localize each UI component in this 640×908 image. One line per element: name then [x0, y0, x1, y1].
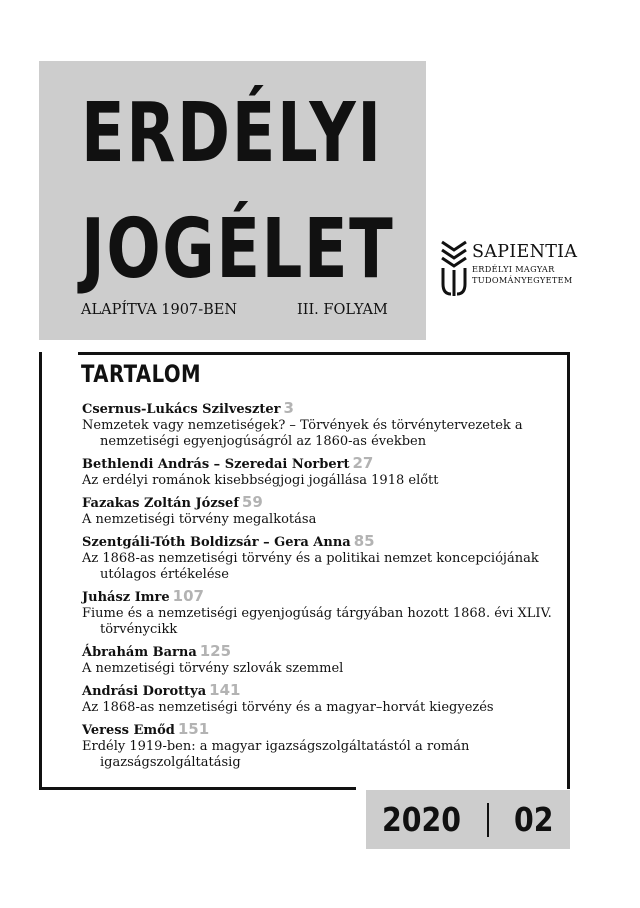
toc-author: Bethlendi András – Szeredai Norbert — [82, 457, 350, 472]
sapientia-logo-icon — [440, 240, 468, 298]
publisher-name: SAPIENTIA — [472, 242, 578, 262]
toc-page-number: 141 — [209, 681, 241, 699]
frame-bottom-rule — [39, 787, 356, 790]
masthead-panel — [39, 61, 426, 340]
toc-page-number: 107 — [172, 587, 204, 605]
toc-entry — [82, 682, 562, 716]
toc-article-title: A nemzetiségi törvény szlovák szemmel — [82, 661, 344, 676]
toc-author: Csernus-Lukács Szilveszter — [82, 402, 281, 417]
publisher-subtitle-line2: TUDOMÁNYEGYETEM — [472, 275, 573, 285]
toc-author: Fazakas Zoltán József — [82, 496, 239, 511]
toc-page-number: 125 — [199, 642, 232, 660]
toc-article-title: Az 1868-as nemzetiségi törvény és a politikai nemzet koncepciójának utólagos értékelése — [82, 551, 539, 582]
toc-page-number: 3 — [283, 399, 294, 417]
toc-entry — [82, 721, 562, 771]
issue-box — [366, 790, 570, 849]
frame-left-rule — [39, 352, 42, 790]
toc-author: Veress Emőd — [82, 723, 175, 738]
toc-article-title: Nemzetek vagy nemzetiségek? – Törvények és törvénytervezetek a nemzetiségi egyenjogúságról az 1860-as években — [82, 418, 523, 449]
toc-entry — [82, 494, 562, 528]
founded-label: ALAPÍTVA 1907-BEN — [81, 302, 238, 318]
frame-top-rule — [78, 352, 570, 355]
issue-number: 02 — [514, 800, 554, 839]
toc-page-number: 151 — [177, 720, 210, 738]
toc-author: Szentgáli-Tóth Boldizsár – Gera Anna — [82, 535, 351, 550]
toc-entry — [82, 643, 562, 677]
toc-article-title: A nemzetiségi törvény megalkotása — [82, 512, 317, 527]
toc-article-title: Fiume és a nemzetiségi egyenjogúság tárgyában hozott 1868. évi XLIV. törvénycikk — [82, 606, 552, 637]
volume-label: III. FOLYAM — [297, 302, 388, 318]
journal-title-line1: ERDÉLYI — [81, 86, 383, 181]
toc-entry — [82, 455, 562, 489]
issue-year: 2020 — [382, 800, 461, 839]
toc-page-number: 85 — [353, 532, 375, 550]
toc-article-title: Az 1868-as nemzetiségi törvény és a magyar–horvát kiegyezés — [82, 700, 494, 715]
toc-author: Andrási Dorottya — [82, 684, 207, 699]
frame-right-rule — [567, 352, 570, 789]
contents-heading: TARTALOM — [81, 360, 201, 388]
toc-author: Ábrahám Barna — [82, 645, 197, 660]
toc-entry — [82, 533, 562, 583]
toc-page-number: 27 — [352, 454, 374, 472]
publisher-subtitle-line1: ERDÉLYI MAGYAR — [472, 264, 555, 274]
journal-title-line2: JOGÉLET — [81, 202, 395, 297]
toc-article-title: Erdély 1919-ben: a magyar igazságszolgáltatástól a román igazságszolgáltatásig — [82, 739, 470, 770]
toc-article-title: Az erdélyi románok kisebbségjogi jogállása 1918 előtt — [82, 473, 439, 488]
toc-entry — [82, 400, 562, 450]
toc-entry — [82, 588, 562, 638]
table-of-contents — [82, 400, 562, 776]
toc-page-number: 59 — [241, 493, 263, 511]
issue-divider — [487, 803, 489, 837]
toc-author: Juhász Imre — [82, 590, 170, 605]
publisher-logo — [440, 240, 580, 300]
